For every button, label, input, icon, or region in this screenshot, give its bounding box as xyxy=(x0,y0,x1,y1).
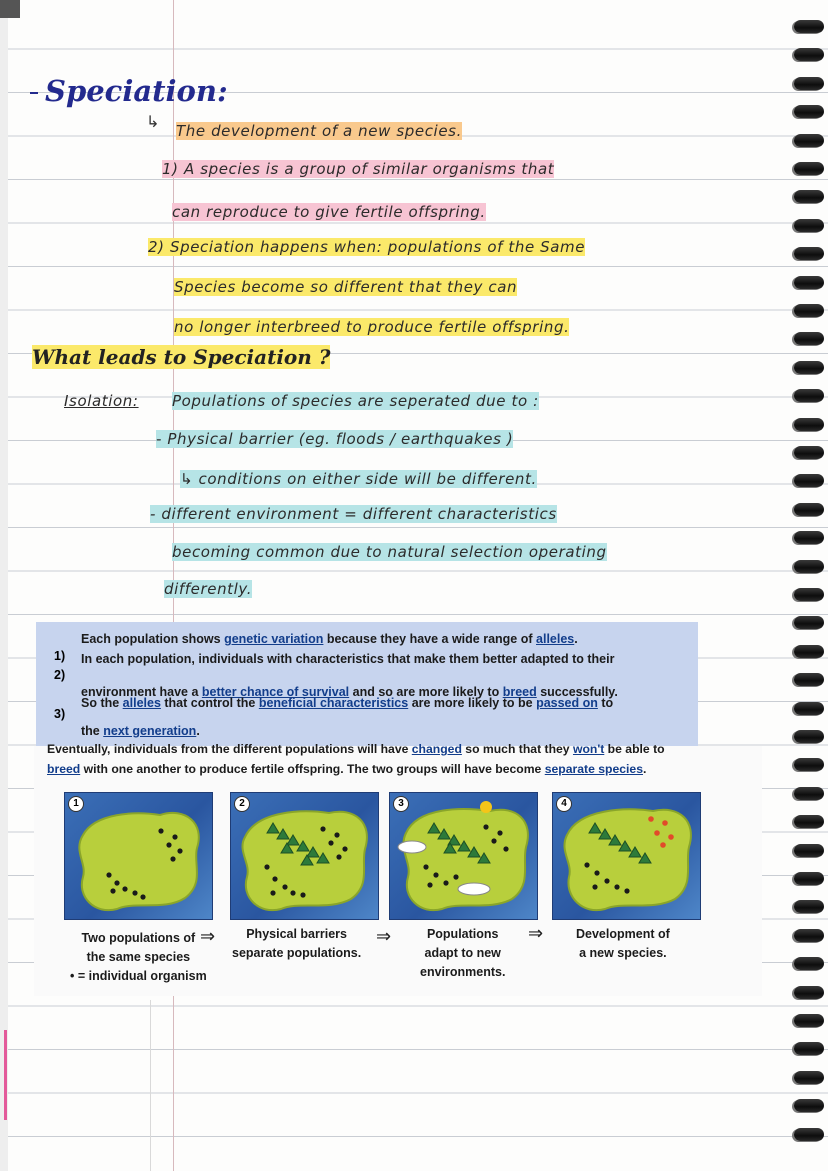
spiral-ring xyxy=(794,815,824,828)
point1-line-b xyxy=(172,203,486,221)
barrier-text: - Physical barrier (eg. floods / earthquakes ) xyxy=(156,430,514,448)
diagram-panel-2 xyxy=(230,792,379,920)
caption-1-line-a: Two populations of xyxy=(81,931,196,945)
spiral-ring xyxy=(794,48,824,61)
spiral-ring xyxy=(794,219,824,232)
conditions-text: ↳ conditions on either side will be different. xyxy=(180,470,537,488)
spiral-ring xyxy=(794,276,824,289)
printed-point-3a xyxy=(81,694,613,712)
page-edge xyxy=(0,0,8,1171)
p1-term-genetic-variation: genetic variation xyxy=(224,632,324,646)
eventually-line-b xyxy=(47,760,646,778)
diagram-panel-4 xyxy=(552,792,701,920)
page-title: Speciation: xyxy=(45,74,228,108)
spiral-ring xyxy=(794,105,824,118)
spiral-ring xyxy=(794,900,824,913)
conditions-line xyxy=(180,470,537,488)
diagram-panel-1 xyxy=(64,792,213,920)
caption-4-line-b: a new species. xyxy=(579,946,667,960)
p3-pre: So the xyxy=(81,696,123,710)
spiral-ring xyxy=(794,758,824,771)
p3-term-passed-on: passed on xyxy=(536,696,598,710)
spiral-ring xyxy=(794,560,824,573)
hook-arrow-icon: ↳ xyxy=(146,112,160,131)
definition-text: The development of a new species. xyxy=(176,122,462,140)
item-number-1: 1) xyxy=(54,649,66,663)
isolation-line xyxy=(172,392,539,410)
point1-text-b: can reproduce to give fertile offspring. xyxy=(172,203,486,221)
definition-line xyxy=(176,122,462,140)
environment-text-b: becoming common due to natural selection operating xyxy=(172,543,607,561)
p3-mid: that control the xyxy=(160,696,259,710)
printed-point-2a xyxy=(81,650,614,668)
spiral-ring xyxy=(794,446,824,459)
spiral-ring xyxy=(794,332,824,345)
arrow-icon-1: ⇒ xyxy=(200,926,216,947)
caption-1 xyxy=(70,929,207,986)
question-text: What leads to Speciation ? xyxy=(32,345,331,369)
caption-4 xyxy=(576,925,670,963)
printed-point-1 xyxy=(81,630,578,648)
p3-term-beneficial: beneficial characteristics xyxy=(258,696,409,710)
spiral-ring xyxy=(794,702,824,715)
p3b-end: . xyxy=(196,724,200,738)
ev-term-changed: changed xyxy=(411,742,462,756)
island-illustration-3 xyxy=(390,793,539,921)
p2-mid: and so are more likely to xyxy=(349,685,503,699)
p1-mid: because they have a wide range of xyxy=(323,632,537,646)
p2-term-breed: breed xyxy=(502,685,537,699)
island-illustration-1 xyxy=(65,793,214,921)
cloud-icon xyxy=(398,841,426,853)
ev-pre: Eventually, individuals from the different populations will have xyxy=(47,742,412,756)
caption-4-line-a: Development of xyxy=(576,927,670,941)
step-number-2: 2 xyxy=(234,796,250,812)
spiral-ring xyxy=(794,787,824,800)
caption-2 xyxy=(232,925,361,963)
caption-2-line-b: separate populations. xyxy=(232,946,362,960)
title-bullet xyxy=(30,92,38,94)
spiral-ring xyxy=(794,361,824,374)
margin-line-lower xyxy=(150,1000,151,1171)
caption-1-line-c: • = individual organism xyxy=(70,969,207,983)
spiral-ring xyxy=(794,531,824,544)
caption-2-line-a: Physical barriers xyxy=(246,927,347,941)
spiral-binding xyxy=(788,20,828,1170)
environment-line-a xyxy=(150,505,557,523)
step-number-3: 3 xyxy=(393,796,409,812)
spiral-ring xyxy=(794,77,824,90)
point2-text-b: Species become so different that they can xyxy=(174,278,518,296)
step-number-1: 1 xyxy=(68,796,84,812)
p2-end: successfully. xyxy=(536,685,618,699)
spiral-ring xyxy=(794,503,824,516)
ev-term-separate-species: separate species xyxy=(544,762,643,776)
spiral-ring xyxy=(794,588,824,601)
p2-pre: environment have a xyxy=(81,685,202,699)
p1-end: . xyxy=(574,632,578,646)
point2-line-a xyxy=(148,238,585,256)
bleed-through xyxy=(690,200,691,216)
point2-text-c: no longer interbreed to produce fertile offspring. xyxy=(174,318,570,336)
p3-term-next-generation: next generation xyxy=(103,724,197,738)
printed-point-3b xyxy=(81,722,200,740)
spiral-ring xyxy=(794,1099,824,1112)
island-illustration-2 xyxy=(231,793,380,921)
spiral-ring xyxy=(794,304,824,317)
ev-end: be able to xyxy=(604,742,665,756)
point1-line-a xyxy=(162,160,554,178)
caption-3-line-c: environments. xyxy=(420,965,506,979)
ev-mid: so much that they xyxy=(461,742,573,756)
sun-icon xyxy=(480,801,492,813)
spiral-ring xyxy=(794,389,824,402)
p3-mid2: are more likely to be xyxy=(408,696,537,710)
caption-3 xyxy=(420,925,505,982)
item-number-3: 3) xyxy=(54,707,66,721)
barrier-line xyxy=(156,430,513,448)
item-number-2: 2) xyxy=(54,668,66,682)
eventually-line-a xyxy=(47,740,665,758)
question-heading xyxy=(32,345,330,369)
p3b-pre: the xyxy=(81,724,104,738)
environment-line-b xyxy=(172,543,607,561)
environment-line-c xyxy=(164,580,252,598)
arrow-icon-2: ⇒ xyxy=(376,926,392,947)
p2-line-a: In each population, individuals with characteristics that make them better adapted to their xyxy=(81,652,615,666)
isolation-label-text: Isolation: xyxy=(64,392,139,410)
spiral-ring xyxy=(794,190,824,203)
caption-3-line-b: adapt to new xyxy=(424,946,501,960)
spiral-ring xyxy=(794,20,824,33)
environment-text-a: - different environment = different characteristics xyxy=(150,505,557,523)
spiral-ring xyxy=(794,162,824,175)
spiral-ring xyxy=(794,474,824,487)
spiral-ring xyxy=(794,1014,824,1027)
spiral-ring xyxy=(794,247,824,260)
ev-term-wont: won't xyxy=(572,742,605,756)
binder-clip xyxy=(0,0,20,18)
spiral-ring xyxy=(794,844,824,857)
island-illustration-4 xyxy=(553,793,702,921)
spiral-ring xyxy=(794,616,824,629)
spiral-ring xyxy=(794,134,824,147)
arrow-icon-3: ⇒ xyxy=(528,923,544,944)
caption-3-line-a: Populations xyxy=(426,927,499,941)
spiral-ring xyxy=(794,673,824,686)
spiral-ring xyxy=(794,872,824,885)
point2-line-b xyxy=(174,278,517,296)
pink-mark xyxy=(4,1030,7,1120)
ev-end-b: . xyxy=(642,762,647,776)
caption-1-line-b: the same species xyxy=(86,950,191,964)
spiral-ring xyxy=(794,1042,824,1055)
point2-text-a: 2) Speciation happens when: populations of the Same xyxy=(148,238,586,256)
ev-mid-b: with one another to produce fertile offspring. The two groups will have become xyxy=(80,762,545,776)
step-number-4: 4 xyxy=(556,796,572,812)
spiral-ring xyxy=(794,929,824,942)
p3-term-alleles: alleles xyxy=(122,696,161,710)
spiral-ring xyxy=(794,730,824,743)
spiral-ring xyxy=(794,1071,824,1084)
spiral-ring xyxy=(794,986,824,999)
p1-pre: Each population shows xyxy=(81,632,225,646)
spiral-ring xyxy=(794,1128,824,1141)
ev-term-breed: breed xyxy=(47,762,81,776)
spiral-ring xyxy=(794,957,824,970)
p1-term-alleles: alleles xyxy=(536,632,575,646)
spiral-ring xyxy=(794,645,824,658)
p3-end: to xyxy=(597,696,614,710)
spiral-ring xyxy=(794,418,824,431)
p2-term-survival: better chance of survival xyxy=(201,685,350,699)
environment-text-c: differently. xyxy=(164,580,253,598)
diagram-panel-3 xyxy=(389,792,538,920)
isolation-text: Populations of species are seperated due to : xyxy=(172,392,539,410)
isolation-label xyxy=(64,392,139,410)
point1-text-a: 1) A species is a group of similar organisms that xyxy=(162,160,555,178)
point2-line-c xyxy=(174,318,569,336)
snow-cloud-icon xyxy=(458,883,490,895)
